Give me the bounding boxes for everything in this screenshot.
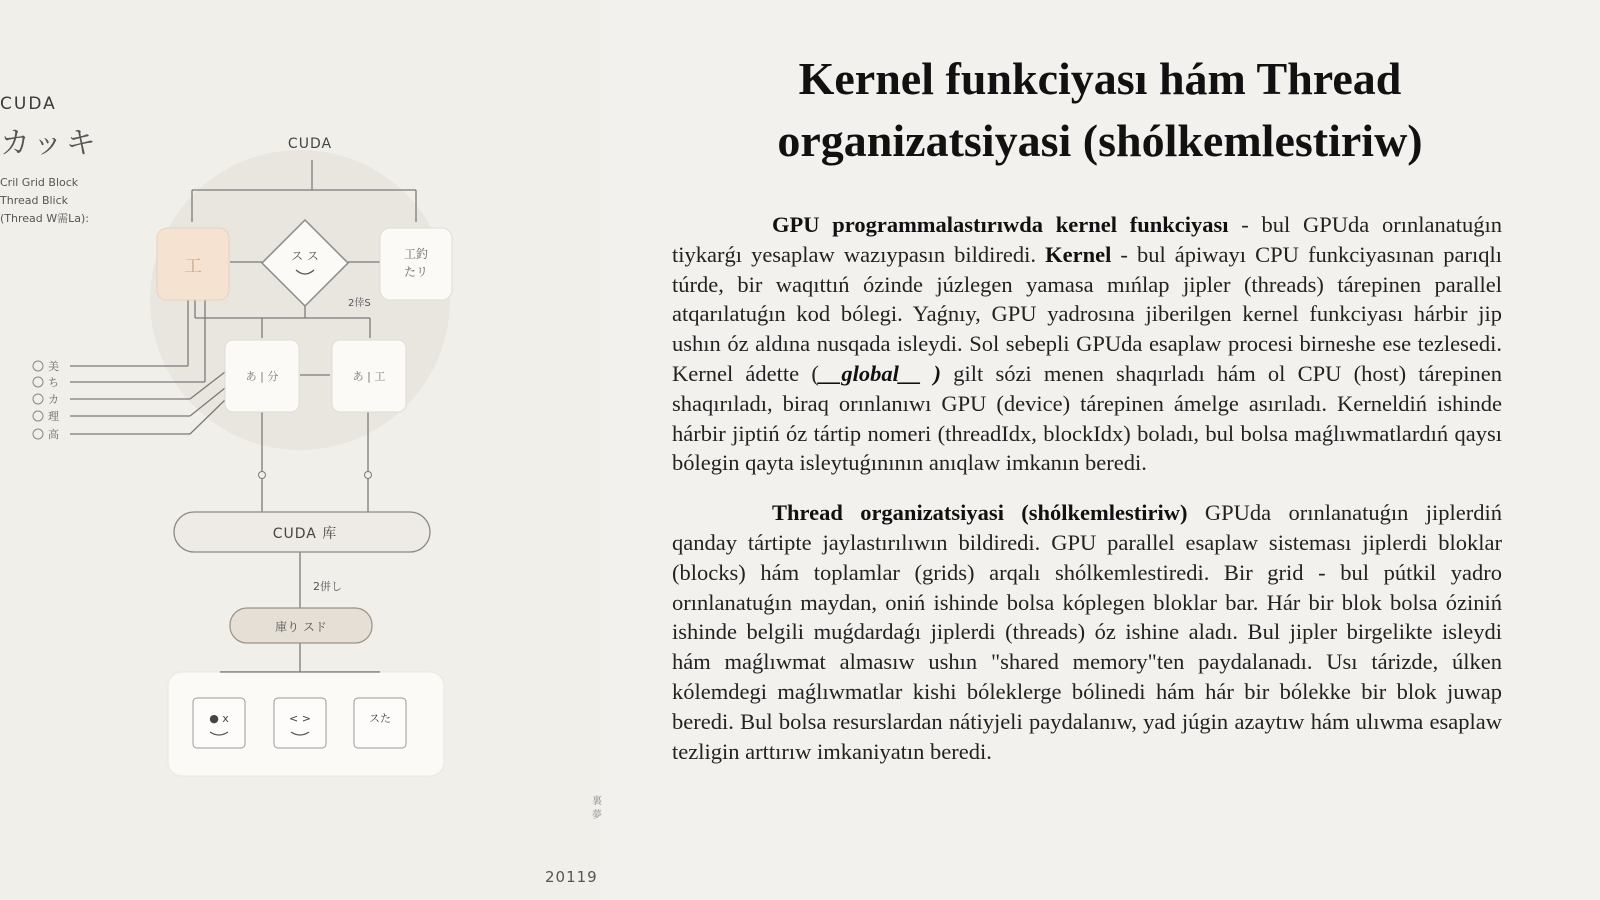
paragraph-kernel [672,210,1502,478]
slide-title-line2: organizatsiyasi (shólkemlestiriw) [777,115,1423,166]
node-mid-left-glyph: あ | 分 [245,370,279,383]
paragraph-thread [672,498,1502,766]
paragraph-text: - bul GPUda orınlanatuǵın tiykarǵı yesaplaw wazıypasın bildiredi. [672,212,1502,267]
edge-mark: 裏 夢 [592,796,602,821]
slide-title [660,48,1540,172]
legend [33,360,59,441]
text-panel [600,0,1600,900]
side-caption-line: Thread Blick [0,194,69,207]
label-2b: 2併し [313,580,342,593]
pill-label: 庫り スド [275,620,327,634]
side-caption-line: (Thread W需La): [0,212,89,225]
paragraph-text: - bul ápiwayı CPU funkciyasınan parıqlı túrde, bir waqıttıń ózinde júzlegen yamasa mıńlap jipler (threads) tárepinen parallel atqarılatuǵın kod bólegi. Yaǵnıy, GPU yadrosına jiberilgen kernel funkciyası hárbir jip ushın óz aldına nusqada isleydi. Sol sebepli GPUda esaplaw procesi birneshe ese tezlesedi. Kernel ádette ( [672,241,1502,386]
bottom-node-2-glyph: < > [289,712,311,725]
legend-item: ち [48,376,59,389]
bottom-node-3-glyph: スた [369,712,391,725]
illustration-panel [0,0,600,900]
kernel-word: Kernel [1045,241,1112,267]
node-right [380,228,452,300]
page-number: 20119 [545,868,598,886]
diagram-top-label: CUDA [287,136,333,152]
node-left-glyph: 工 [184,256,202,277]
bottom-node-1-glyph: ● x [209,712,229,725]
side-caption-line: Cril Grid Block [0,176,79,189]
slide-title-line1: Kernel funkciyası hám Thread [798,53,1402,104]
label-2s: 2倖S [348,298,371,309]
legend-item: 美 [48,360,59,373]
paragraph-text: GPUda orınlanatuǵın jiplerdiń qanday tártipte jaylastırılıwın bildiredi. GPU parallel esaplaw sisteması jiplerdi bloklar (blocks) hám toplamlar (grids) arqalı shólkemlestiredi. Bir grid - bul pútkil yadro orınlanatuǵın maydan, oniń ishinde bolsa kóplegen bloklar bar. Hár bir blok bolsa óziniń ishinde belgili muǵdardaǵı jiplerdi (threads) óz ishine aladı. Bul jipler birgelikte isleydi hám maǵlıwmat almasıw ushın "shared memory"ten paydalanadı. Usı tárizde, úlken kólemdegi maǵlıwmatlar kishi bóleklerge bólinedi hám hár bir bólekke bir blok juwap beredi. Bul bolsa resurslardan nátiyjeli paydalanıw, yad júgin azaytıw hám ulıwma esaplaw tezligin arttırıw imkaniyatın beredi. [672,500,1502,764]
paragraph-text: gilt sózi menen shaqırladı hám ol CPU (host) tárepinen shaqırıladı, biraq orınlanıwı GPU (device) tárepinen ámelge asırıladı. Kerneldiń ishinde hárbir jiptiń óz tártip nomeri (threadIdx, blockIdx) boladı, bul bolsa maǵlıwmatlardıń qaysı bólegin qayta isleytuǵınının anıqlaw imkanın beredi. [672,360,1503,476]
thread-term: Thread organizatsiyasi (shólkemlestiriw) [772,500,1188,526]
cuda-diagram [0,0,600,900]
node-mid-right-glyph: あ | 工 [352,370,386,383]
node-diamond-glyph: ス ス [291,249,319,263]
cuda-bar-label: CUDA 库 [272,526,338,542]
side-title: CUDA [0,94,57,114]
kernel-term: GPU programmalastırıwda kernel funkciyası [772,212,1229,237]
node-right-line2: たリ [403,265,429,279]
global-keyword: __global__ ) [818,360,942,386]
legend-item: カ [48,393,59,406]
legend-item: 理 [48,410,59,423]
side-jp-title: カッキ [0,126,99,161]
legend-item: 高 [48,428,59,441]
slide-body [672,210,1502,786]
node-right-line1: 工釣 [403,247,429,261]
